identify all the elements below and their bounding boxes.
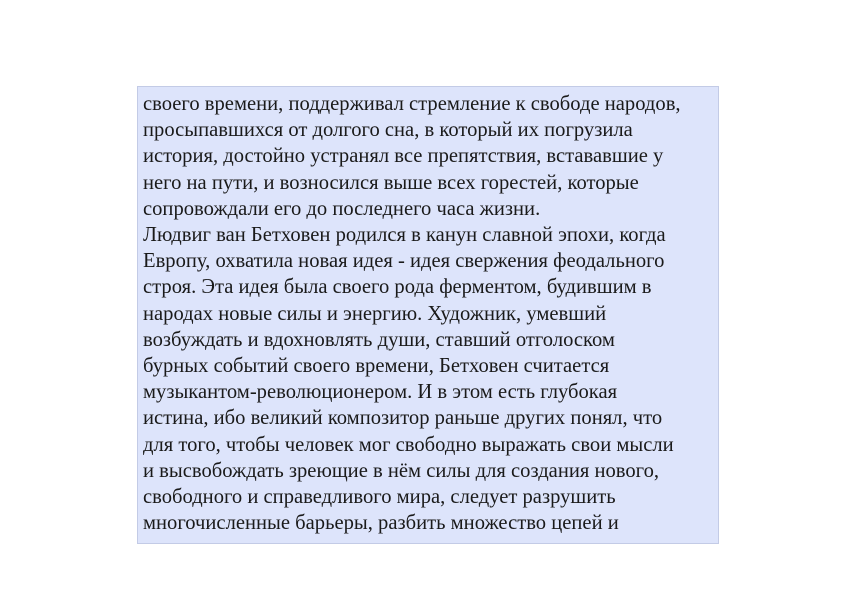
text-line: бурных событий своего времени, Бетховен считается: [143, 355, 610, 378]
text-line: строя. Эта идея была своего рода ферментом, будившим в: [143, 276, 652, 299]
text-line: и высвобождать зреющие в нём силы для создания нового,: [143, 459, 660, 482]
text-line: возбуждать и вдохновлять души, ставший отголоском: [143, 328, 615, 351]
text-line: сопровождали его до последнего часа жизни.: [143, 197, 541, 220]
text-line: своего времени, поддерживал стремление к свободе народов,: [143, 93, 681, 115]
text-line: Европу, охватила новая идея - идея свержения феодального: [143, 250, 665, 273]
text-line: Людвиг ван Бетховен родился в канун славной эпохи, когда: [143, 224, 666, 247]
text-line: просыпавшихся от долгого сна, в который их погрузила: [143, 119, 633, 142]
text-line: история, достойно устранял все препятствия, встававшие у: [143, 145, 664, 168]
text-line: истина, ибо великий композитор раньше других понял, что: [143, 407, 663, 430]
text-line: него на пути, и возносился выше всех горестей, которые: [143, 171, 639, 194]
text-box: [137, 86, 719, 544]
text-line: музыкантом-революционером. И в этом есть глубокая: [143, 381, 618, 404]
text-line: многочисленные барьеры, разбить множество цепей и: [143, 512, 619, 535]
text-line: народах новые силы и энергию. Художник, умевший: [143, 302, 607, 325]
text-line: для того, чтобы человек мог свободно выражать свои мысли: [143, 433, 674, 456]
text-line: свободного и справедливого мира, следует разрушить: [143, 486, 616, 509]
